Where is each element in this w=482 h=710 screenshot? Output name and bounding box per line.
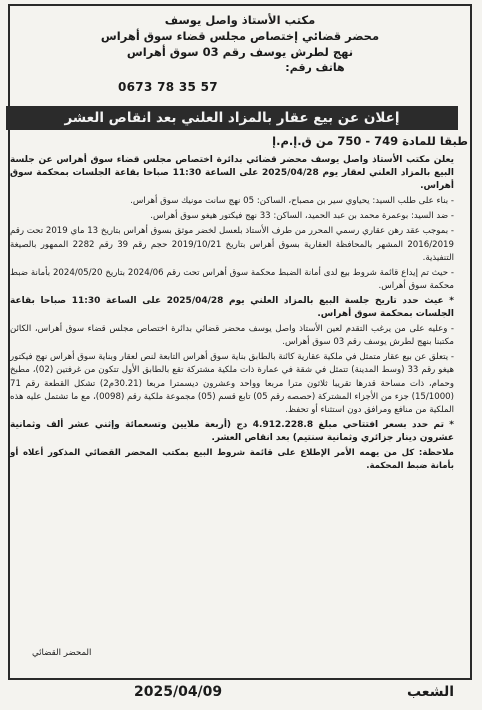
announcement-body [10, 154, 454, 475]
publication-date: 2025/04/09 [134, 684, 223, 700]
office-role: محضر قضائي إختصاص مجلس قضاء سوق أهراس [100, 29, 380, 43]
newspaper-name: الشعب [406, 684, 454, 700]
office-name: مكتب الأستاذ واصل يوسف [164, 13, 316, 27]
paragraph-defendant: - ضد السيد: بوعمرة محمد بن عبد الحميد، الساكن: 33 نهج فيكتور هيغو سوق أهراس. [150, 211, 454, 222]
paragraph-claimant: - بناء على طلب السيد: يحياوي سير بن مصباح، الساكن: 05 نهج سانت مونيك سوق أهراس. [130, 196, 454, 207]
office-address: نهج لطرش يوسف رقم 03 سوق أهراس [126, 45, 354, 59]
paragraph-intro: يعلن مكتب الأستاذ واصل يوسف محضر قضائي بدائرة اختصاص مجلس قضاء سوق أهراس عن جلسة البيع بالمزاد العلني لعقار يوم 2025/04/28 على الساعة 11:30 صباحا بقاعة الجلسات بمحكمة سوق أهراس. [10, 155, 454, 192]
paragraph-session: * عيث حدد تاريخ جلسة البيع بالمزاد العلني يوم 2025/04/28 على الساعة 11:30 صباحا بقاعة الجلسات بمحكمة سوق أهراس. [10, 295, 454, 320]
paragraph-note: ملاحظة: كل من يهمه الأمر الإطلاع على قائمة شروط البيع بمكتب المحضر القضائي المذكور أعلاه أو بأمانة ضبط المحكمة. [10, 447, 454, 472]
paragraph-contact: - وعليه على من يرغب التقدم لعين الأستاذ واصل يوسف محضر قضائي بدائرة اختصاص مجلس قضاء سوق أهراس، الكائن مكتبنا بنهج لطرش يوسف رقم 03 سوق أهراس. [10, 324, 454, 348]
announcement-banner: إعلان عن بيع عقار بالمزاد العلني بعد انقاص العشر [6, 106, 458, 130]
paragraph-property: - يتعلق عن بيع عقار متمثل في ملكية عقارية كائنة بالطابق بناية سوق أهراس التابعة لنص لعقار وبناية سوق أهراس نهج فيكتور هيغو رقم 33 (وسط المدينة) تتمثل في شقة في عمارة ذات ملكية مشتركة تقع بالطابق الأول تتكون من غرفتين (02)، مطبخ وحمام، ذات مساحة قدرها تقريبا ثلاثون مترا مربعا وواحد وعشرون ديسمترا مربعا (30.21م2) تشكل القطعة رقم 71 (15/1000) جزء من الأجزاء المشتركة (حصصه رقم 05) تابع قسم (05) مجموعة ملكية رقم (0098)، مع ما تشتمل عليه هذه الملكية من منافع ومرافق دون استثناء أو تحفظ. [10, 352, 454, 415]
paragraph-deposit: - حيث تم إيداع قائمة شروط بيع لدى أمانة الضبط محكمة سوق أهراس تحت رقم 2024/06 بتاريخ 2024/05/20 بأمانة ضبط محكمة سوق أهراس. [10, 267, 455, 291]
signature: المحضر القضائي [32, 648, 92, 658]
phone-number: 0673 78 35 57 [118, 80, 218, 94]
legal-reference: طبقا للمادة 749 - 750 من ق.إ.م.إ [272, 134, 468, 148]
phone-label: هاتف رقم: [285, 61, 345, 74]
footer [12, 682, 472, 704]
header [10, 12, 470, 76]
paragraph-mortgage: - بموجب عقد رهن عقاري رسمي المحرر من طرف الأستاذ بلعسل لخضر موثق بسوق أهراس بتاريخ 13 ماي 2019 تحت رقم 2016/2019 المشهر بالمحافظة العقارية بسوق أهراس بتاريخ 2019/10/21 حجم رقم 39 رقم 2282 الممهور بالصيغة التنفيذية. [10, 226, 455, 263]
paragraph-price: * تم حدد بسعر افتتاحي مبلغ 4.912.228.8 دج (أربعة ملايين وتسعمائة وإثني عشر ألف وثمانية عشرون دينار جزائري وثمانية سنتيم) بعد انقاص العشر. [10, 419, 455, 443]
